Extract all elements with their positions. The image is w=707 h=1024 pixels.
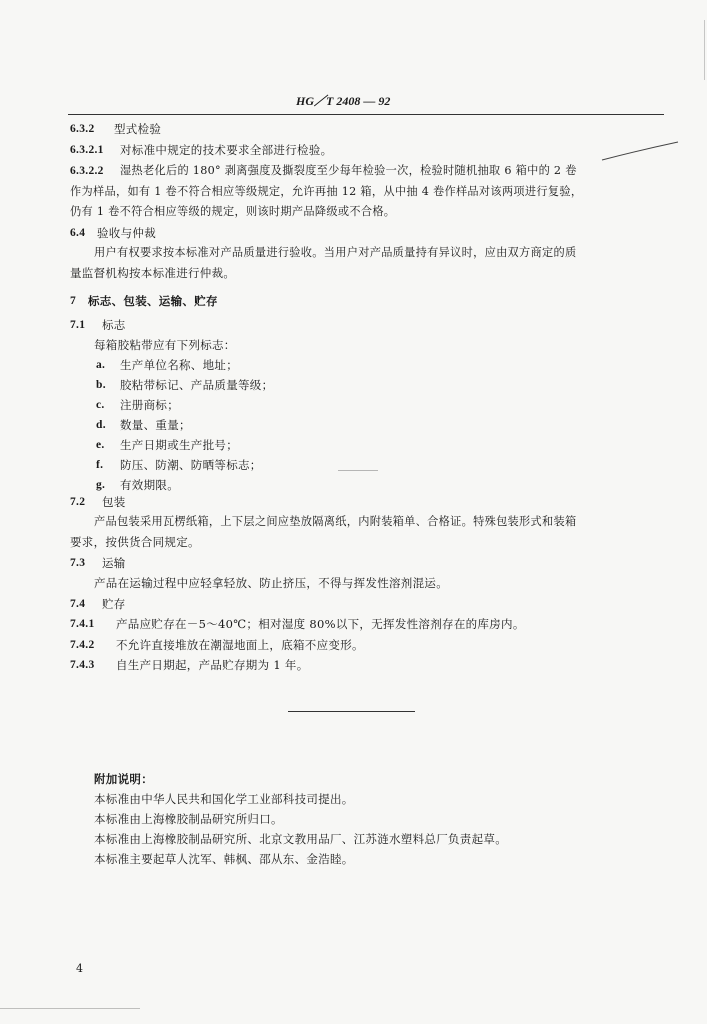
section-number: 7.2 <box>70 496 86 508</box>
section-number: 7.4 <box>70 598 86 610</box>
paragraph-text: 作为样品，如有 1 卷不符合相应等级规定，允许再抽 12 箱，从中抽 4 卷作样品对该两项进行复验， <box>70 185 583 198</box>
notes-line: 本标准由中华人民共和国化学工业部科技司提出。 <box>94 792 354 806</box>
section-number: 7.1 <box>70 319 86 331</box>
list-item-letter: a. <box>96 359 106 371</box>
pen-stroke-mark <box>600 138 680 168</box>
list-item-letter: b. <box>96 379 106 391</box>
notes-title: 附加说明： <box>94 772 153 786</box>
section-number: 7.4.3 <box>70 659 95 671</box>
page-number: 4 <box>76 962 83 975</box>
section-title: 贮存 <box>102 597 126 611</box>
list-item-letter: d. <box>96 419 106 431</box>
scan-edge-line <box>704 20 705 80</box>
list-item-letter: f. <box>96 459 104 471</box>
section-number: 6.3.2 <box>70 123 95 135</box>
paragraph-text: 湿热老化后的 180° 剥离强度及撕裂度至少每年检验一次，检验时随机抽取 6 箱中的 2 卷 <box>120 164 577 177</box>
section-title: 包装 <box>102 495 126 509</box>
paragraph-text: 产品包装采用瓦楞纸箱，上下层之间应垫放隔离纸，内附装箱单、合格证。特殊包装形式和装箱 <box>94 515 577 528</box>
paragraph-text: 量监督机构按本标准进行仲裁。 <box>70 266 236 280</box>
section-title: 标志 <box>102 318 126 332</box>
section-number: 6.3.2.1 <box>70 144 104 156</box>
section-number: 7.4.1 <box>70 618 95 630</box>
scan-edge-line <box>0 1008 140 1009</box>
paragraph-text: 产品在运输过程中应轻拿轻放、防止挤压，不得与挥发性溶剂混运。 <box>94 576 448 590</box>
list-item-text: 胶粘带标记、产品质量等级； <box>120 378 274 392</box>
chapter-number: 7 <box>70 295 77 307</box>
section-title: 型式检验 <box>114 122 162 136</box>
list-item-text: 防压、防潮、防晒等标志； <box>120 458 262 472</box>
chapter-title: 标志、包装、运输、贮存 <box>88 294 218 308</box>
list-item-letter: e. <box>96 439 105 451</box>
section-title: 运输 <box>102 556 126 570</box>
section-number: 7.4.2 <box>70 639 95 651</box>
paragraph-text: 不允许直接堆放在潮湿地面上，底箱不应变形。 <box>116 638 364 652</box>
paragraph-text: 用户有权要求按本标准对产品质量进行验收。当用户对产品质量持有异议时，应由双方商定的质 <box>94 246 577 259</box>
list-item-text: 有效期限。 <box>120 478 179 492</box>
section-number: 7.3 <box>70 557 86 569</box>
list-item-text: 生产日期或生产批号； <box>120 438 238 452</box>
list-item-text: 数量、重量； <box>120 418 191 432</box>
paragraph-text: 仍有 1 卷不符合相应等级的规定，则该时期产品降级或不合格。 <box>70 205 396 218</box>
list-item-text: 注册商标； <box>120 398 179 412</box>
section-title: 验收与仲裁 <box>97 226 156 240</box>
paragraph-text: 自生产日期起，产品贮存期为 1 年。 <box>116 658 309 672</box>
paragraph-text: 产品应贮存在－5～40℃；相对湿度 80%以下，无挥发性溶剂存在的库房内。 <box>116 617 525 631</box>
list-item-letter: g. <box>96 479 106 491</box>
paragraph-text: 每箱胶粘带应有下列标志： <box>94 338 236 352</box>
notes-line: 本标准由上海橡胶制品研究所归口。 <box>94 812 283 826</box>
list-item-text: 生产单位名称、地址； <box>120 358 238 372</box>
section-number: 6.4 <box>70 227 86 239</box>
header-rule <box>68 114 664 115</box>
paragraph-text: 要求，按供货合同规定。 <box>70 535 200 549</box>
notes-line: 本标准主要起草人沈军、韩枫、邵从东、金浩睦。 <box>94 852 354 866</box>
list-item-letter: c. <box>96 399 105 411</box>
notes-line: 本标准由上海橡胶制品研究所、北京文教用品厂、江苏涟水塑料总厂负责起草。 <box>94 832 507 846</box>
standard-code-header: HG／T 2408 — 92 <box>296 94 391 108</box>
paragraph-text: 对标准中规定的技术要求全部进行检验。 <box>120 143 333 157</box>
scan-speck <box>338 470 378 471</box>
section-number: 6.3.2.2 <box>70 165 104 177</box>
end-rule <box>288 711 415 712</box>
